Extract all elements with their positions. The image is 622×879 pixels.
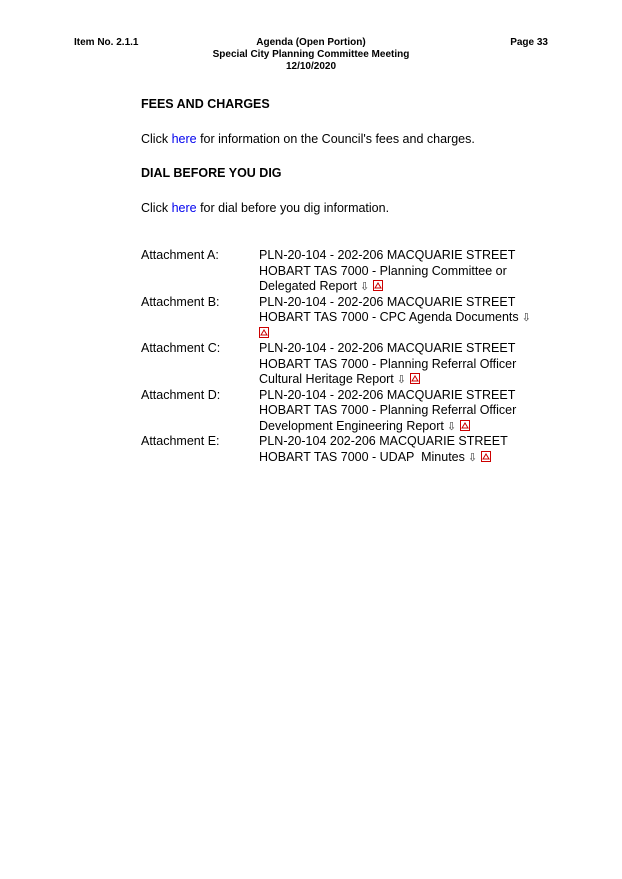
agenda-title: Agenda (Open Portion): [256, 37, 366, 48]
attachment-row-c: [141, 341, 541, 388]
fees-suffix: for information on the Council's fees and charges.: [196, 132, 475, 146]
dial-suffix: for dial before you dig information.: [196, 201, 390, 215]
dial-link[interactable]: here: [171, 201, 197, 215]
attachment-row-d: [141, 388, 541, 435]
attachment-row-a: [141, 248, 541, 295]
fees-prefix: Click: [141, 132, 172, 146]
dial-paragraph: [141, 201, 389, 215]
pdf-icon[interactable]: [410, 373, 420, 384]
attachment-label: Attachment A:: [141, 248, 219, 262]
attachment-description: PLN-20-104 202-206 MACQUARIE STREET HOBART TAS 7000 - UDAP Minutes ⇩: [259, 434, 511, 464]
attachment-description: PLN-20-104 - 202-206 MACQUARIE STREET HOBART TAS 7000 - Planning Referral Officer Development Engineering Report ⇩: [259, 387, 517, 433]
download-arrow-icon[interactable]: ⇩: [359, 280, 370, 293]
download-arrow-icon[interactable]: ⇩: [446, 419, 457, 433]
dial-prefix: Click: [141, 201, 172, 215]
attachment-description: PLN-20-104 - 202-206 MACQUARIE STREET HOBART TAS 7000 - Planning Referral Officer Cultural Heritage Report ⇩: [259, 341, 517, 386]
attachment-row-e: [141, 434, 541, 465]
pdf-icon[interactable]: [460, 420, 470, 431]
download-arrow-icon[interactable]: ⇩: [467, 450, 478, 464]
download-arrow-icon[interactable]: ⇩: [396, 373, 407, 386]
attachment-description: PLN-20-104 - 202-206 MACQUARIE STREET HOBART TAS 7000 - CPC Agenda Documents ⇩: [259, 295, 541, 342]
attachment-label: Attachment D:: [141, 387, 221, 402]
fees-paragraph: [141, 132, 475, 146]
attachment-row-b: [141, 295, 541, 342]
attachment-label: Attachment E:: [141, 434, 220, 448]
pdf-icon[interactable]: [481, 451, 491, 462]
download-arrow-icon[interactable]: ⇩: [521, 311, 531, 324]
pdf-icon[interactable]: [373, 280, 383, 291]
meeting-title: Special City Planning Committee Meeting: [212, 49, 410, 60]
meeting-date: 12/10/2020: [285, 61, 337, 72]
attachments-list: [141, 248, 541, 465]
fees-heading: FEES AND CHARGES: [141, 97, 270, 111]
dial-heading: DIAL BEFORE YOU DIG: [141, 166, 282, 180]
item-number: Item No. 2.1.1: [74, 37, 139, 48]
attachment-description: PLN-20-104 - 202-206 MACQUARIE STREET HOBART TAS 7000 - Planning Committee or Delegated Report ⇩: [259, 248, 516, 293]
attachment-label: Attachment B:: [141, 294, 220, 309]
pdf-icon[interactable]: [259, 327, 269, 338]
page-number: Page 33: [510, 37, 548, 48]
fees-link[interactable]: here: [171, 132, 197, 146]
attachment-label: Attachment C:: [141, 341, 221, 355]
